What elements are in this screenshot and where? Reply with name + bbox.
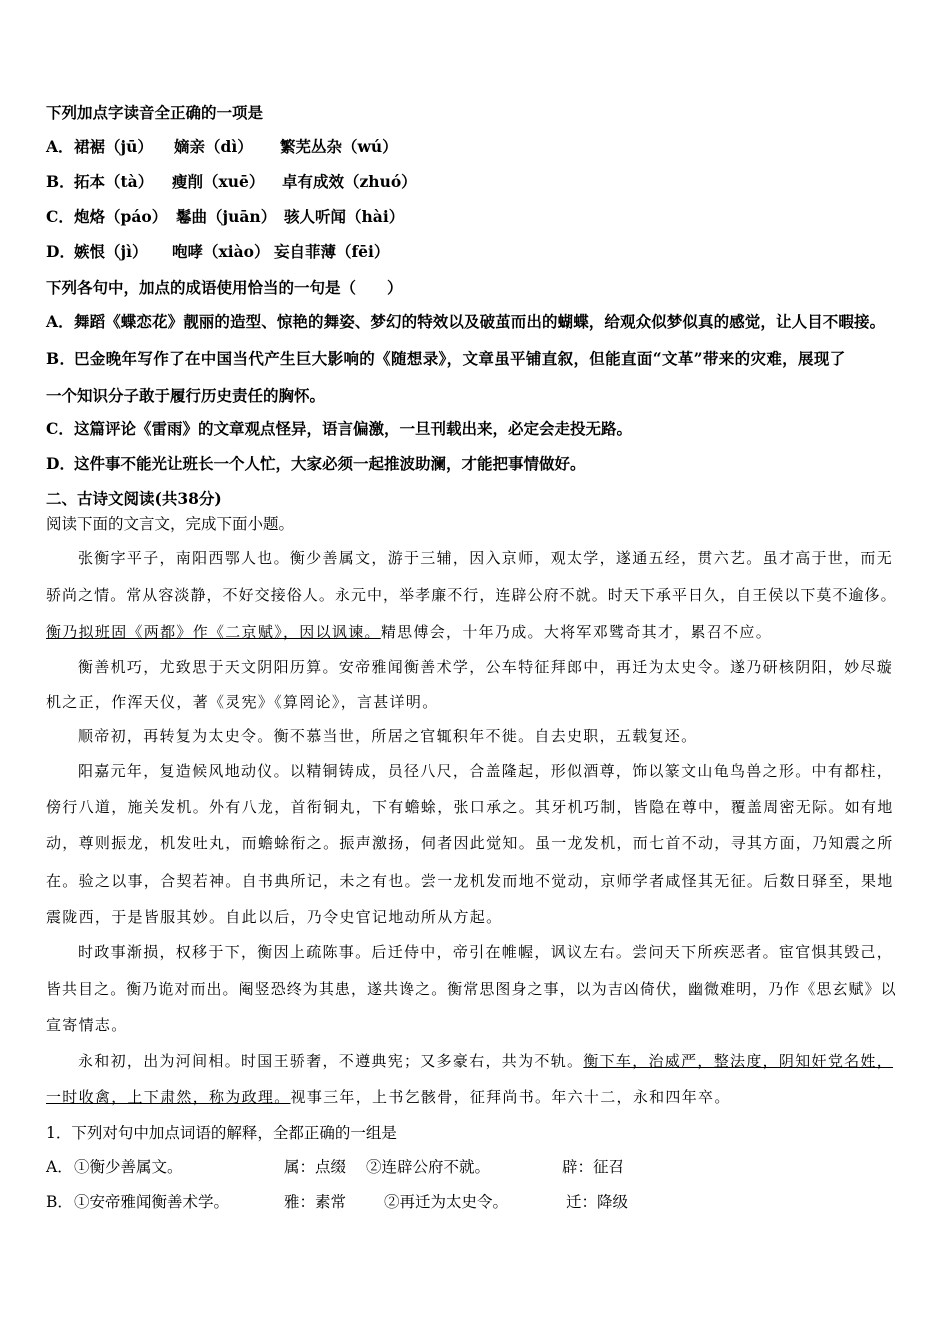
option-item: 鬈曲（juān）	[176, 207, 277, 226]
passage-line: 时政事渐损，权移于下，衡因上疏陈事。后迁侍中，帝引在帷幄，讽议左右。尝问天下所疾恶者。宦官惧其毁己，	[78, 943, 894, 961]
passage-line: 在。验之以事，合契若神。自书典所记，未之有也。尝一龙机发而地不觉动，京师学者咸怪其无征。后数日驿至，果地	[46, 872, 894, 890]
option-item: 嫡亲（dì）	[174, 137, 253, 156]
section-title: 二、古诗文阅读(共38分)	[46, 489, 222, 508]
option-label: A．	[46, 312, 74, 331]
option-label: D．	[46, 454, 75, 473]
option-label: A．	[46, 1158, 73, 1176]
passage-line: 顺帝初，再转复为太史令。衡不慕当世，所居之官辄积年不徙。自去史职，五载复还。	[78, 727, 698, 745]
option-d[interactable]	[46, 453, 920, 475]
option-b[interactable]	[46, 171, 920, 193]
option-item: 拓本（tà）	[74, 172, 154, 191]
passage-line: 张衡字平子，南阳西鄂人也。衡少善属文，游于三辅，因入京师，观太学，遂通五经，贯六艺。虽才高于世，而无	[78, 549, 894, 567]
underlined-sentence: 衡乃拟班固《两都》作《二京赋》，因以讽谏。	[46, 623, 381, 641]
option-label: C．	[46, 419, 74, 438]
option-item: 裙裾（jū）	[74, 137, 153, 156]
option-c[interactable]	[46, 206, 920, 228]
option-item: 妄自菲薄（fēi）	[274, 242, 390, 261]
passage-line: 宣寄情志。	[46, 1016, 128, 1034]
option-c[interactable]	[46, 418, 920, 440]
passage-line	[46, 1050, 920, 1072]
option-text: 这件事不能光让班长一个人忙，大家必须一起推波助澜，才能把事情做好。	[74, 454, 586, 473]
option-item: 繁芜丛杂（wú）	[280, 137, 398, 156]
option-sentence: ②再迁为太史令。	[384, 1193, 509, 1211]
option-item: 嫉恨（jì）	[74, 242, 148, 261]
subquestion-option-a[interactable]	[46, 1156, 920, 1178]
passage-line: 傍行八道，施关发机。外有八龙，首衔铜丸，下有蟾蜍，张口承之。其牙机巧制，皆隐在尊中，覆盖周密无际。如有地	[46, 798, 894, 816]
option-explanation: 属：点缀	[284, 1158, 347, 1176]
underlined-sentence: 衡下车，治威严，整法度，阴知奸党名姓，	[583, 1052, 894, 1070]
option-text: 这篇评论《雷雨》的文章观点怪异，语言偏激，一旦刊载出来，必定会走投无路。	[74, 419, 633, 438]
passage-line: 衡善机巧，尤致思于天文阴阳历算。安帝雅闻衡善术学，公车特征拜郎中，再迁为太史令。遂乃研核阴阳，妙尽璇	[78, 658, 894, 676]
option-text: 舞蹈《蝶恋花》靓丽的造型、惊艳的舞姿、梦幻的特效以及破茧而出的蝴蝶，给观众似梦似真的感觉，让人目不暇接。	[74, 312, 886, 331]
passage-line: 震陇西，于是皆服其妙。自此以后，乃令史官记地动所从方起。	[46, 908, 503, 926]
passage-text: 精思傅会，十年乃成。大将军邓骘奇其才，累召不应。	[380, 623, 773, 641]
option-item: 瘦削（xuē）	[172, 172, 265, 191]
option-explanation: 雅：素常	[284, 1193, 347, 1211]
option-item: 卓有成效（zhuó）	[282, 172, 417, 191]
option-sentence: ①衡少善属文。	[74, 1158, 183, 1176]
question-pronunciation-stem: 下列加点字读音全正确的一项是	[46, 103, 264, 122]
option-explanation: 迁：降级	[566, 1193, 629, 1211]
question-idiom-stem: 下列各句中，加点的成语使用恰当的一句是（ ）	[46, 278, 403, 297]
option-a[interactable]	[46, 311, 920, 333]
section-instruction: 阅读下面的文言文，完成下面小题。	[46, 515, 295, 533]
passage-text: 视事三年，上书乞骸骨，征拜尚书。年六十二，永和四年卒。	[290, 1088, 731, 1106]
passage-line	[46, 621, 920, 643]
option-text: 巴金晚年写作了在中国当代产生巨大影响的《随想录》，文章虽平铺直叙，但能直面“文革”带来的灾难，展现了	[74, 349, 846, 368]
option-label: B．	[46, 172, 75, 191]
option-sentence: ②连辟公府不就。	[366, 1158, 491, 1176]
option-label: D．	[46, 242, 75, 261]
option-label: A．	[46, 137, 74, 156]
option-d[interactable]	[46, 241, 920, 263]
underlined-sentence: 一时收禽，上下肃然，称为政理。	[46, 1088, 291, 1106]
passage-line: 阳嘉元年，复造候风地动仪。以精铜铸成，员径八尺，合盖隆起，形似酒尊，饰以篆文山龟鸟兽之形。中有都柱，	[78, 762, 894, 780]
option-explanation: 辟：征召	[562, 1158, 625, 1176]
option-item: 骇人听闻（hài）	[284, 207, 405, 226]
option-label: B．	[46, 1193, 73, 1211]
passage-line: 皆共目之。衡乃诡对而出。阉竖恐终为其患，遂共谗之。衡常思图身之事，以为吉凶倚伏，幽微难明，乃作《思玄赋》以	[46, 980, 897, 998]
option-item: 炮烙（páo）	[74, 207, 168, 226]
passage-line	[46, 1086, 920, 1108]
passage-line: 骄尚之情。常从容淡静，不好交接俗人。永元中，举孝廉不行，连辟公府不就。时天下承平日久，自王侯以下莫不逾侈。	[46, 586, 897, 604]
option-b-continued: 一个知识分子敢于履行历史责任的胸怀。	[46, 386, 326, 405]
option-item: 咆哮（xiào）	[172, 242, 270, 261]
option-b[interactable]	[46, 348, 920, 370]
passage-line: 机之正，作浑天仪，著《灵宪》《算罔论》，言甚详明。	[46, 693, 439, 711]
passage-line: 动，尊则振龙，机发吐丸，而蟾蜍衔之。振声激扬，伺者因此觉知。虽一龙发机，而七首不动，寻其方面，乃知震之所	[46, 834, 894, 852]
option-a[interactable]	[46, 136, 920, 158]
subquestion-stem: 1．下列对句中加点词语的解释，全都正确的一组是	[46, 1124, 397, 1142]
passage-text: 永和初，出为河间相。时国王骄奢，不遵典宪；又多豪右，共为不轨。	[78, 1052, 584, 1070]
option-label: B．	[46, 349, 76, 368]
subquestion-option-b[interactable]	[46, 1191, 920, 1213]
option-label: C．	[46, 207, 74, 226]
option-sentence: ①安帝雅闻衡善术学。	[74, 1193, 230, 1211]
